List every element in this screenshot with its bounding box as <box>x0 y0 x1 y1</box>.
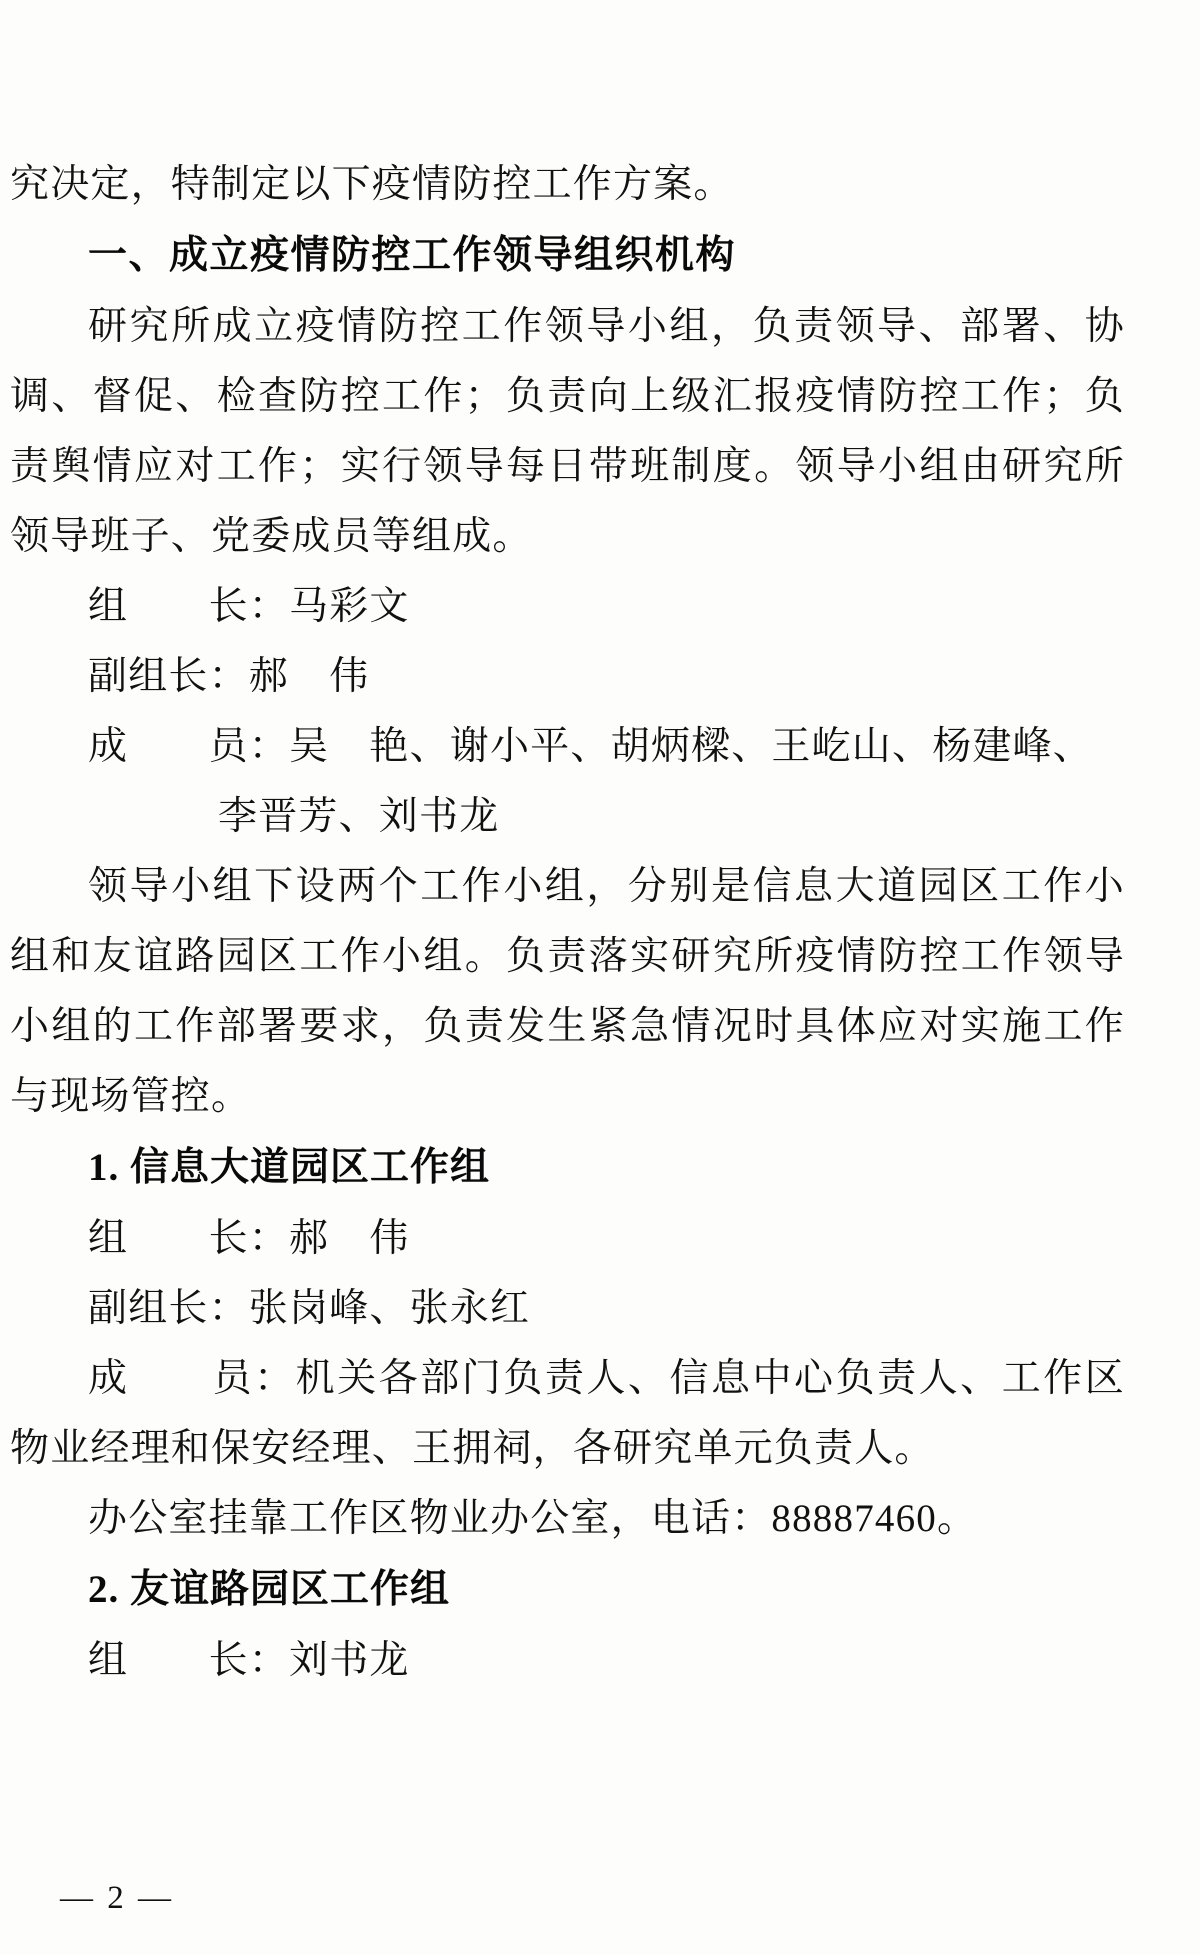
page-number: — 2 — <box>60 1880 174 1916</box>
group1-deputy-leader: 副组长：张岗峰、张永红 <box>88 1287 531 1330</box>
group1-office-phone: 办公室挂靠工作区物业办公室，电话：88887460。 <box>88 1497 978 1540</box>
paragraph-leadership-group: 研究所成立疫情防控工作领导小组，负责领导、部署、协调、督促、检查防控工作；负责向上级汇报疫情防控工作；负责舆情应对工作；实行领导每日带班制度。领导小组由研究所领导班子、党委成员等组成。 <box>10 305 1125 558</box>
roster-leader: 组 长：马彩文 <box>88 585 410 628</box>
paragraph-continuation: 究决定，特制定以下疫情防控工作方案。 <box>10 163 734 206</box>
group2-leader: 组 长：刘书龙 <box>88 1639 410 1682</box>
roster-members: 成 员：吴 艳、谢小平、胡炳樑、王屹山、杨建峰、 <box>88 725 1094 768</box>
section-heading-1: 一、成立疫情防控工作领导组织机构 <box>88 234 737 277</box>
group1-leader: 组 长：郝 伟 <box>88 1217 410 1260</box>
paragraph-subgroups: 领导小组下设两个工作小组，分别是信息大道园区工作小组和友谊路园区工作小组。负责落实研究所疫情防控工作领导小组的工作部署要求，负责发生紧急情况时具体应对实施工作与现场管控。 <box>10 865 1125 1118</box>
roster-deputy-leader: 副组长：郝 伟 <box>88 655 370 698</box>
subsection-heading-1: 1. 信息大道园区工作组 <box>88 1146 491 1189</box>
group1-members: 成 员：机关各部门负责人、信息中心负责人、工作区物业经理和保安经理、王拥祠，各研究单元负责人。 <box>10 1357 1125 1470</box>
subsection-heading-2: 2. 友谊路园区工作组 <box>88 1568 451 1611</box>
roster-members-continued: 李晋芳、刘书龙 <box>218 795 500 838</box>
page-footer <box>0 1880 1200 1917</box>
